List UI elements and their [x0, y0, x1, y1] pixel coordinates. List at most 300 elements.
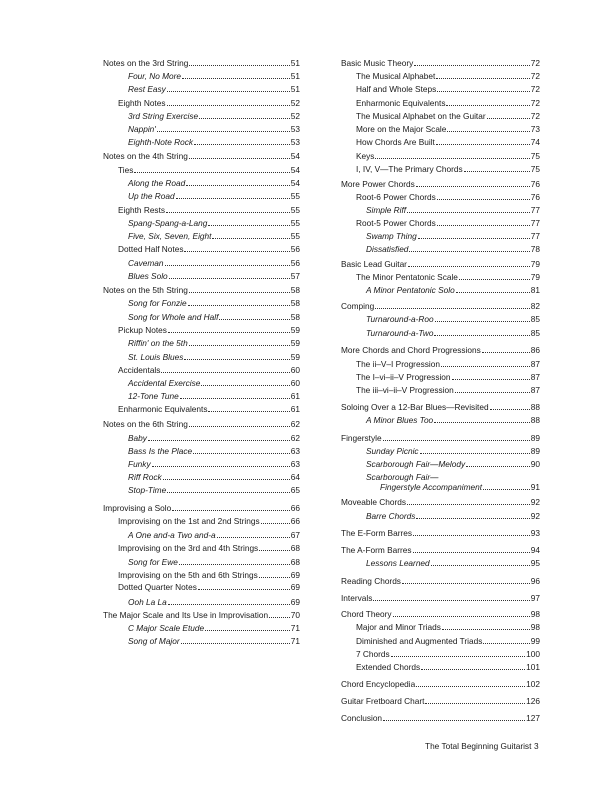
toc-entry-title: A Minor Pentatonic Solo	[366, 285, 455, 295]
toc-entry	[103, 338, 300, 348]
dot-leader	[208, 225, 289, 226]
toc-entry	[103, 404, 300, 414]
toc-entry	[341, 662, 540, 672]
dot-leader	[167, 492, 290, 493]
toc-entry-page: 59	[290, 325, 300, 335]
dot-leader	[169, 278, 290, 279]
dot-leader	[435, 321, 530, 322]
toc-entry-title: Major and Minor Triads	[356, 622, 441, 632]
toc-entry-title: Root-5 Power Chords	[356, 218, 436, 228]
toc-entry	[103, 312, 300, 322]
toc-entry-title: Spang-Spang-a-Lang	[128, 218, 208, 228]
dot-leader	[383, 440, 530, 441]
toc-entry	[103, 582, 300, 592]
dot-leader	[259, 577, 290, 578]
dot-leader	[413, 552, 530, 553]
dot-leader	[167, 105, 290, 106]
toc-entry-title: Chord Theory	[341, 609, 392, 619]
toc-entry-page: 73	[530, 124, 540, 134]
toc-entry-page: 56	[290, 244, 300, 254]
dot-leader	[205, 630, 290, 631]
toc-entry-title: Turnaround-a-Roo	[366, 314, 434, 324]
toc-entry-title: Song for Ewe	[128, 557, 178, 567]
toc-entry-page: 51	[290, 84, 300, 94]
toc-entry	[103, 459, 300, 469]
toc-entry-page: 81	[530, 285, 540, 295]
toc-entry-page: 76	[530, 192, 540, 202]
toc-entry	[341, 71, 540, 81]
toc-entry-title: Riff Rock	[128, 472, 162, 482]
dot-leader	[437, 225, 530, 226]
toc-entry	[341, 713, 540, 723]
toc-entry-title: Scarborough Fair—Melody	[366, 459, 466, 469]
toc-entry-page: 63	[290, 446, 300, 456]
dot-leader	[416, 186, 530, 187]
toc-entry	[103, 205, 300, 215]
toc-entry-page: 102	[526, 679, 540, 689]
dot-leader	[414, 65, 530, 66]
toc-entry-page: 69	[290, 582, 300, 592]
toc-entry	[341, 218, 540, 228]
dot-leader	[201, 385, 289, 386]
toc-entry-page: 75	[530, 151, 540, 161]
dot-leader	[483, 643, 529, 644]
toc-entry	[341, 636, 540, 646]
toc-entry-title: More Chords and Chord Progressions	[341, 345, 481, 355]
dot-leader	[408, 266, 530, 267]
toc-entry-title: Eighth Notes	[118, 98, 166, 108]
toc-entry	[103, 84, 300, 94]
toc-entry-title: The A-Form Barres	[341, 545, 412, 555]
dot-leader	[490, 409, 530, 410]
toc-entry-title: Improvising on the 3rd and 4th Strings	[118, 543, 259, 553]
toc-entry	[341, 137, 540, 147]
toc-entry-page: 54	[290, 151, 300, 161]
toc-entry	[341, 314, 540, 324]
toc-entry-page: 92	[530, 497, 540, 507]
dot-leader	[437, 199, 530, 200]
toc-entry-title: Guitar Fretboard Chart	[341, 696, 425, 706]
toc-entry	[103, 151, 300, 161]
toc-entry	[103, 244, 300, 254]
toc-entry-title: Rest Easy	[128, 84, 166, 94]
toc-entry-title: Bass Is the Place	[128, 446, 193, 456]
toc-entry-title: More Power Chords	[341, 179, 415, 189]
toc-entry-page: 86	[530, 345, 540, 355]
toc-entry-page: 58	[290, 298, 300, 308]
toc-entry-title: Nappin'	[128, 124, 156, 134]
dot-leader	[375, 158, 529, 159]
toc-entry	[341, 244, 540, 254]
toc-entry-page: 72	[530, 58, 540, 68]
toc-entry	[341, 593, 540, 603]
toc-entry	[341, 472, 540, 492]
toc-entry-title: Funky	[128, 459, 151, 469]
toc-entry	[341, 609, 540, 619]
toc-entry	[341, 385, 540, 395]
toc-entry-page: 99	[530, 636, 540, 646]
toc-entry-page: 55	[290, 218, 300, 228]
toc-entry-page: 69	[290, 597, 300, 607]
toc-entry-page: 72	[530, 71, 540, 81]
toc-entry-page: 65	[290, 485, 300, 495]
toc-entry-page: 55	[290, 205, 300, 215]
toc-entry	[341, 205, 540, 215]
dot-leader	[437, 91, 530, 92]
toc-entry	[341, 98, 540, 108]
toc-entry-title: Caveman	[128, 258, 164, 268]
toc-entry-page: 55	[290, 231, 300, 241]
dot-leader	[393, 616, 530, 617]
toc-entry-title: Dotted Quarter Notes	[118, 582, 197, 592]
dot-leader	[180, 398, 290, 399]
dot-leader	[184, 251, 289, 252]
toc-entry-title: Notes on the 3rd String	[103, 58, 189, 68]
toc-entry-page: 85	[530, 328, 540, 338]
toc-entry-page: 98	[530, 622, 540, 632]
toc-entry	[341, 111, 540, 121]
toc-entry-title-line2: Fingerstyle Accompaniment	[380, 482, 483, 492]
dot-leader	[375, 308, 530, 309]
toc-entry-title: Baby	[128, 433, 147, 443]
toc-entry-page: 89	[530, 433, 540, 443]
toc-entry	[103, 258, 300, 268]
page-number: 3	[534, 741, 539, 751]
toc-entry-title: Eighth-Note Rock	[128, 137, 194, 147]
toc-entry-page: 96	[530, 576, 540, 586]
toc-entry-page: 51	[290, 71, 300, 81]
toc-entry	[341, 372, 540, 382]
dot-leader	[434, 422, 530, 423]
toc-entry-page: 55	[290, 191, 300, 201]
toc-entry-title-line1: Scarborough Fair—	[366, 472, 439, 482]
dot-leader	[455, 392, 530, 393]
toc-entry-page: 61	[290, 404, 300, 414]
toc-entry-page: 54	[290, 178, 300, 188]
toc-entry-title: Five, Six, Seven, Eight	[128, 231, 212, 241]
dot-leader	[168, 332, 290, 333]
toc-entry	[341, 359, 540, 369]
toc-entry-title: Soloing Over a 12-Bar Blues—Revisited	[341, 402, 489, 412]
toc-entry	[103, 391, 300, 401]
toc-entry	[103, 543, 300, 553]
dot-leader	[456, 292, 530, 293]
toc-entry-page: 90	[530, 459, 540, 469]
toc-entry-page: 87	[530, 372, 540, 382]
dot-leader	[402, 583, 530, 584]
toc-entry	[341, 622, 540, 632]
dot-leader	[407, 212, 530, 213]
toc-entry-title: The Musical Alphabet on the Guitar	[356, 111, 486, 121]
dot-leader	[163, 479, 290, 480]
dot-leader	[217, 537, 290, 538]
toc-entry-title: C Major Scale Etude	[128, 623, 205, 633]
dot-leader	[189, 345, 290, 346]
dot-leader	[199, 118, 290, 119]
toc-entry	[103, 137, 300, 147]
toc-entry-title: Chord Encyclopedia	[341, 679, 416, 689]
toc-entry	[103, 98, 300, 108]
dot-leader	[409, 251, 529, 252]
toc-entry-title: Blues Solo	[128, 271, 168, 281]
page-footer	[425, 741, 539, 751]
toc-entry-title: Swamp Thing	[366, 231, 417, 241]
dot-leader	[447, 131, 529, 132]
toc-entry-page: 91	[530, 482, 540, 492]
dot-leader	[148, 440, 290, 441]
toc-entry	[341, 497, 540, 507]
toc-entry-title: St. Louis Blues	[128, 352, 184, 362]
dot-leader	[261, 523, 290, 524]
toc-entry-page: 68	[290, 543, 300, 553]
toc-entry-title: Song for Whole and Half	[128, 312, 219, 322]
dot-leader	[487, 118, 530, 119]
toc-entry-page: 59	[290, 352, 300, 362]
toc-entry-title: Song of Major	[128, 636, 180, 646]
toc-entry-page: 58	[290, 312, 300, 322]
toc-entry-page: 101	[526, 662, 540, 672]
toc-entry-page: 53	[290, 137, 300, 147]
toc-entry-title: Fingerstyle	[341, 433, 382, 443]
toc-entry	[103, 165, 300, 175]
dot-leader	[181, 643, 290, 644]
toc-entry	[341, 179, 540, 189]
toc-entry-page: 63	[290, 459, 300, 469]
toc-entry-page: 92	[530, 511, 540, 521]
toc-entry	[341, 272, 540, 282]
toc-entry-page: 60	[290, 378, 300, 388]
toc-entry-page: 72	[530, 84, 540, 94]
dot-leader	[434, 335, 529, 336]
toc-entry	[341, 433, 540, 443]
toc-entry-page: 72	[530, 111, 540, 121]
toc-entry	[103, 271, 300, 281]
dot-leader	[425, 703, 525, 704]
toc-entry	[103, 325, 300, 335]
toc-entry	[103, 557, 300, 567]
toc-entry-page: 88	[530, 402, 540, 412]
dot-leader	[189, 158, 290, 159]
toc-entry	[341, 328, 540, 338]
toc-entry	[341, 446, 540, 456]
toc-entry-page: 94	[530, 545, 540, 555]
book-title: The Total Beginning Guitarist	[425, 741, 532, 751]
toc-entry	[341, 124, 540, 134]
toc-entry-title: Intervals	[341, 593, 373, 603]
toc-entry	[341, 696, 540, 706]
toc-entry	[103, 570, 300, 580]
toc-entry	[341, 679, 540, 689]
toc-entry-title: Extended Chords	[356, 662, 421, 672]
toc-entry	[103, 530, 300, 540]
toc-entry-title: Conclusion	[341, 713, 383, 723]
toc-entry	[103, 597, 300, 607]
toc-entry	[341, 301, 540, 311]
dot-leader	[441, 366, 530, 367]
toc-entry-title: Simple Riff	[366, 205, 407, 215]
dot-leader	[464, 171, 530, 172]
toc-entry-page: 68	[290, 557, 300, 567]
toc-entry-page: 52	[290, 111, 300, 121]
toc-entry	[341, 558, 540, 568]
toc-entry	[103, 485, 300, 495]
toc-entry	[341, 259, 540, 269]
toc-entry-title: Ooh La La	[128, 597, 167, 607]
toc-entry-page: 85	[530, 314, 540, 324]
toc-entry-title: Notes on the 4th String	[103, 151, 188, 161]
toc-entry-title: Root-6 Power Chords	[356, 192, 436, 202]
toc-entry-title: More on the Major Scale	[356, 124, 447, 134]
toc-entry-page: 64	[290, 472, 300, 482]
toc-entry-page: 56	[290, 258, 300, 268]
dot-leader	[413, 535, 530, 536]
dot-leader	[483, 489, 530, 490]
dot-leader	[184, 359, 289, 360]
toc-entry	[341, 528, 540, 538]
toc-entry	[341, 545, 540, 555]
toc-entry	[341, 415, 540, 425]
toc-entry	[103, 636, 300, 646]
dot-leader	[259, 550, 290, 551]
toc-entry-title: 3rd String Exercise	[128, 111, 199, 121]
dot-leader	[436, 78, 529, 79]
dot-leader	[452, 379, 530, 380]
toc-entry	[341, 511, 540, 521]
toc-entry-page: 79	[530, 259, 540, 269]
toc-entry	[103, 285, 300, 295]
toc-entry-page: 89	[530, 446, 540, 456]
dot-leader	[212, 238, 289, 239]
dot-leader	[165, 265, 290, 266]
dot-leader	[179, 564, 290, 565]
toc-entry	[103, 419, 300, 429]
toc-entry	[103, 433, 300, 443]
toc-entry-title: Turnaround-a-Two	[366, 328, 434, 338]
toc-entry-title: Enharmonic Equivalents	[118, 404, 208, 414]
dot-leader	[420, 453, 530, 454]
toc-entry-page: 75	[530, 164, 540, 174]
toc-entry-page: 52	[290, 98, 300, 108]
toc-entry-title: Four, No More	[128, 71, 182, 81]
dot-leader	[482, 352, 530, 353]
dot-leader	[161, 372, 289, 373]
toc-entry-title: Riffin' on the 5th	[128, 338, 188, 348]
toc-entry-title: Ties	[118, 165, 134, 175]
dot-leader	[446, 105, 529, 106]
dot-leader	[186, 185, 290, 186]
toc-entry	[103, 178, 300, 188]
toc-entry	[341, 459, 540, 469]
toc-entry-page: 61	[290, 391, 300, 401]
toc-entry-title: Reading Chords	[341, 576, 401, 586]
dot-leader	[383, 720, 525, 721]
toc-entry	[103, 503, 300, 513]
toc-entry-title: The iii–vi–ii–V Progression	[356, 385, 454, 395]
toc-entry-page: 53	[290, 124, 300, 134]
dot-leader	[219, 319, 289, 320]
toc-entry-page: 70	[290, 610, 300, 620]
dot-leader	[416, 686, 525, 687]
toc-entry-page: 72	[530, 98, 540, 108]
toc-entry-title	[366, 472, 482, 492]
toc-entry-title: Notes on the 6th String	[103, 419, 188, 429]
toc-entry	[103, 610, 300, 620]
toc-entry-title: Eighth Rests	[118, 205, 166, 215]
toc-entry-title: Along the Road	[128, 178, 186, 188]
dot-leader	[466, 466, 530, 467]
toc-entry-page: 71	[290, 623, 300, 633]
toc-entry	[103, 623, 300, 633]
toc-entry-title: Dotted Half Notes	[118, 244, 184, 254]
toc-entry	[341, 151, 540, 161]
toc-entry	[341, 345, 540, 355]
toc-entry-page: 67	[290, 530, 300, 540]
toc-entry-page: 60	[290, 365, 300, 375]
toc-entry-title: A Minor Blues Too	[366, 415, 434, 425]
dot-leader	[189, 426, 290, 427]
toc-entry-page: 79	[530, 272, 540, 282]
toc-entry-page: 77	[530, 231, 540, 241]
toc-entry-title: Keys	[356, 151, 375, 161]
toc-entry-page: 98	[530, 609, 540, 619]
dot-leader	[167, 91, 290, 92]
toc-entry-title: The I–vi–ii–V Progression	[356, 372, 451, 382]
toc-entry-title: Improvising a Solo	[103, 503, 172, 513]
toc-entry-title: 7 Chords	[356, 649, 390, 659]
toc-entry-page: 71	[290, 636, 300, 646]
toc-entry-title: Dissatisfied	[366, 244, 409, 254]
toc-entry-title: Basic Lead Guitar	[341, 259, 407, 269]
toc-entry-page: 95	[530, 558, 540, 568]
toc-entry	[103, 58, 300, 68]
toc-entry-title: Accidental Exercise	[128, 378, 201, 388]
dot-leader	[189, 65, 289, 66]
dot-leader	[373, 600, 529, 601]
toc-entry-title: Notes on the 5th String	[103, 285, 188, 295]
toc-entry	[341, 231, 540, 241]
toc-entry-title: Accidentals	[118, 365, 161, 375]
toc-entry-title: Song for Fonzie	[128, 298, 187, 308]
toc-entry-title: Basic Music Theory	[341, 58, 414, 68]
toc-entry	[103, 231, 300, 241]
dot-leader	[418, 238, 530, 239]
toc-entry	[103, 191, 300, 201]
toc-entry	[103, 218, 300, 228]
dot-leader	[269, 617, 290, 618]
dot-leader	[391, 656, 525, 657]
toc-entry-page: 54	[290, 165, 300, 175]
toc-entry-title: How Chords Are Built	[356, 137, 435, 147]
toc-entry	[103, 516, 300, 526]
toc-entry	[341, 58, 540, 68]
toc-entry-title: Barre Chords	[366, 511, 416, 521]
toc-entry-page: 57	[290, 271, 300, 281]
toc-entry-title: Sunday Picnic	[366, 446, 419, 456]
toc-entry-page: 76	[530, 179, 540, 189]
toc-entry-page: 62	[290, 433, 300, 443]
toc-entry-page: 78	[530, 244, 540, 254]
dot-leader	[436, 144, 530, 145]
toc-entry-title: The Major Scale and Its Use in Improvisation	[103, 610, 269, 620]
toc-entry-title: 12-Tone Tune	[128, 391, 179, 401]
dot-leader	[157, 131, 290, 132]
dot-leader	[194, 144, 290, 145]
toc-entry	[341, 164, 540, 174]
toc-entry-page: 77	[530, 218, 540, 228]
dot-leader	[193, 453, 290, 454]
toc-entry-page: 62	[290, 419, 300, 429]
toc-entry-page: 127	[526, 713, 540, 723]
